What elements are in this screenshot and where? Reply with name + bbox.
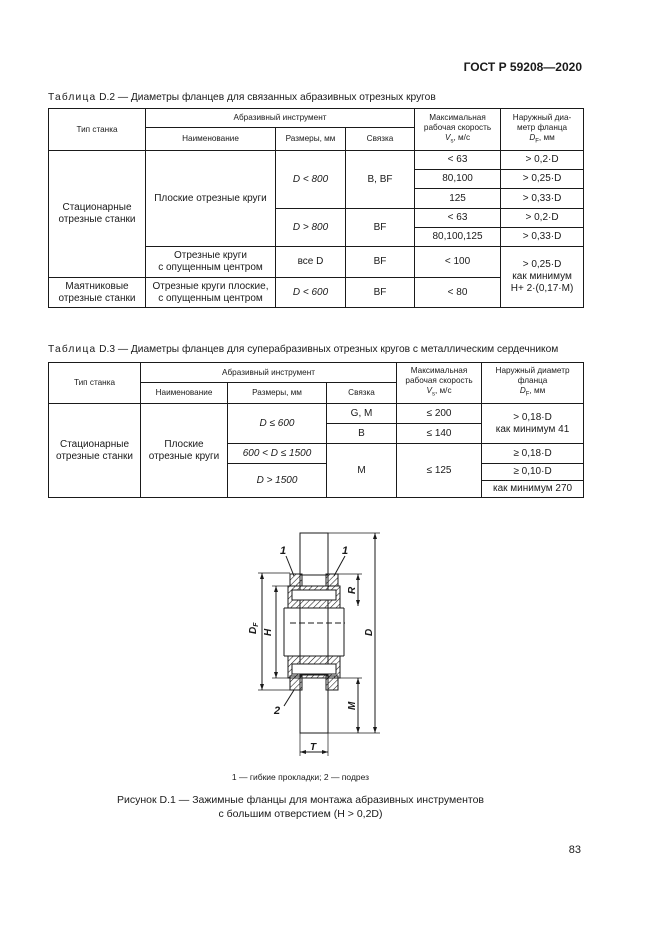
diameter-cell: > 0,2·D: [501, 209, 584, 228]
bond-cell: BF: [346, 247, 415, 278]
speed-cell: ≤ 200: [397, 404, 482, 424]
dim-r: R: [347, 586, 358, 594]
name-depressed-centre: Отрезные круги с опущенным центром: [146, 247, 276, 278]
header-sizes: Размеры, мм: [276, 128, 346, 151]
bond-cell: G, M: [327, 404, 397, 424]
header-bond: Связка: [346, 128, 415, 151]
header-name: Наименование: [146, 128, 276, 151]
callout-1-left: 1: [280, 545, 287, 557]
caption-label: Таблица: [48, 92, 97, 103]
name-flat-depressed: Отрезные круги плоские, с опущенным центром: [146, 278, 276, 308]
bond-cell: BF: [346, 209, 415, 247]
speed-cell: 80,100,125: [415, 228, 501, 247]
header-bond: Связка: [327, 383, 397, 404]
diameter-cell: > 0,33·D: [501, 228, 584, 247]
diameter-cell: как минимум 270: [482, 481, 584, 498]
size-cell: все D: [276, 247, 346, 278]
size-cell: D > 800: [276, 209, 346, 247]
machine-stationary: Стационарные отрезные станки: [49, 404, 141, 498]
flange-drawing: [240, 528, 400, 768]
flange-right-upper: [326, 574, 338, 586]
bond-cell: B, BF: [346, 151, 415, 209]
name-flat-wheels: Плоские отрезные круги: [146, 151, 276, 247]
speed-cell: ≤ 140: [397, 424, 482, 444]
page-number: 83: [568, 844, 581, 856]
flange-left-lower: [290, 676, 302, 690]
size-cell: D > 1500: [228, 464, 327, 498]
header-abrasive-tool: Абразивный инструмент: [146, 109, 415, 128]
flange-left-upper: [290, 574, 302, 586]
caption-text: D.2 — Диаметры фланцев для связанных абразивных отрезных кругов: [96, 92, 436, 103]
diameter-cell: > 0,2·D: [501, 151, 584, 170]
table-d2: [48, 108, 584, 308]
speed-cell: < 100: [415, 247, 501, 278]
diameter-cell: ≥ 0,18·D: [482, 444, 584, 464]
dim-d: D: [364, 628, 375, 636]
speed-cell: 80,100: [415, 170, 501, 189]
header-max-speed: Максимальная рабочая скорость $V_s$, м/с: [415, 109, 501, 151]
header-abrasive-tool: Абразивный инструмент: [141, 363, 397, 383]
size-cell: D < 800: [276, 151, 346, 209]
speed-cell: < 80: [415, 278, 501, 308]
diameter-cell: > 0,33·D: [501, 189, 584, 209]
diameter-cell: ≥ 0,10·D: [482, 464, 584, 481]
header-flange-diameter: Наружный диаметр фланца $D_F$, мм: [482, 363, 584, 404]
speed-cell: < 63: [415, 151, 501, 170]
table-row: [49, 404, 584, 424]
caption-text: D.3 — Диаметры фланцев для суперабразивных отрезных кругов с металлическим сердечником: [96, 344, 559, 355]
bond-cell: B: [327, 424, 397, 444]
dim-m: M: [347, 701, 358, 710]
speed-cell: < 63: [415, 209, 501, 228]
header-sizes: Размеры, мм: [228, 383, 327, 404]
header-name: Наименование: [141, 383, 228, 404]
table-row: [49, 151, 584, 170]
header-machine-type: Тип станка: [49, 363, 141, 404]
machine-stationary: Стационарные отрезные станки: [49, 151, 146, 278]
diameter-cell-merged: > 0,18·D как минимум 41: [482, 404, 584, 444]
standard-number: ГОСТ Р 59208—2020: [463, 60, 582, 74]
dim-h: H: [263, 628, 274, 636]
dim-t: T: [310, 742, 317, 753]
header-flange-diameter: Наружный диа- метр фланца $D_F$, мм: [501, 109, 584, 151]
figure-caption: Рисунок D.1 — Зажимные фланцы для монтажа абразивных инструментов с большим отверстием (H > 0,2D): [117, 794, 484, 820]
header-machine-type: Тип станка: [49, 109, 146, 151]
bond-cell: M: [327, 444, 397, 498]
diameter-cell: > 0,25·D: [501, 170, 584, 189]
table-d2-caption: [48, 92, 436, 103]
speed-cell: 125: [415, 189, 501, 209]
wheel-upper: [300, 533, 328, 575]
callout-2: 2: [274, 705, 281, 717]
wheel-lower: [300, 675, 328, 733]
speed-cell: ≤ 125: [397, 444, 482, 498]
callout-1-right: 1: [342, 545, 349, 557]
size-cell: 600 < D ≤ 1500: [228, 444, 327, 464]
table-d3: [48, 362, 584, 498]
table-d3-caption: [48, 344, 558, 355]
figure-legend: 1 — гибкие прокладки; 2 — подрез: [231, 772, 370, 782]
name-flat-wheels: Плоские отрезные круги: [141, 404, 228, 498]
machine-pendulum: Маятниковые отрезные станки: [49, 278, 146, 308]
caption-label: Таблица: [48, 344, 97, 355]
flange-right-lower: [326, 676, 338, 690]
dim-df: $D_F$: [248, 622, 260, 634]
bond-cell: BF: [346, 278, 415, 308]
diameter-cell-merged: > 0,25·D как минимум H+ 2·(0,17·M): [501, 247, 584, 308]
header-max-speed: Максимальная рабочая скорость $V_s$, м/с: [397, 363, 482, 404]
size-cell: D < 600: [276, 278, 346, 308]
size-cell: D ≤ 600: [228, 404, 327, 444]
